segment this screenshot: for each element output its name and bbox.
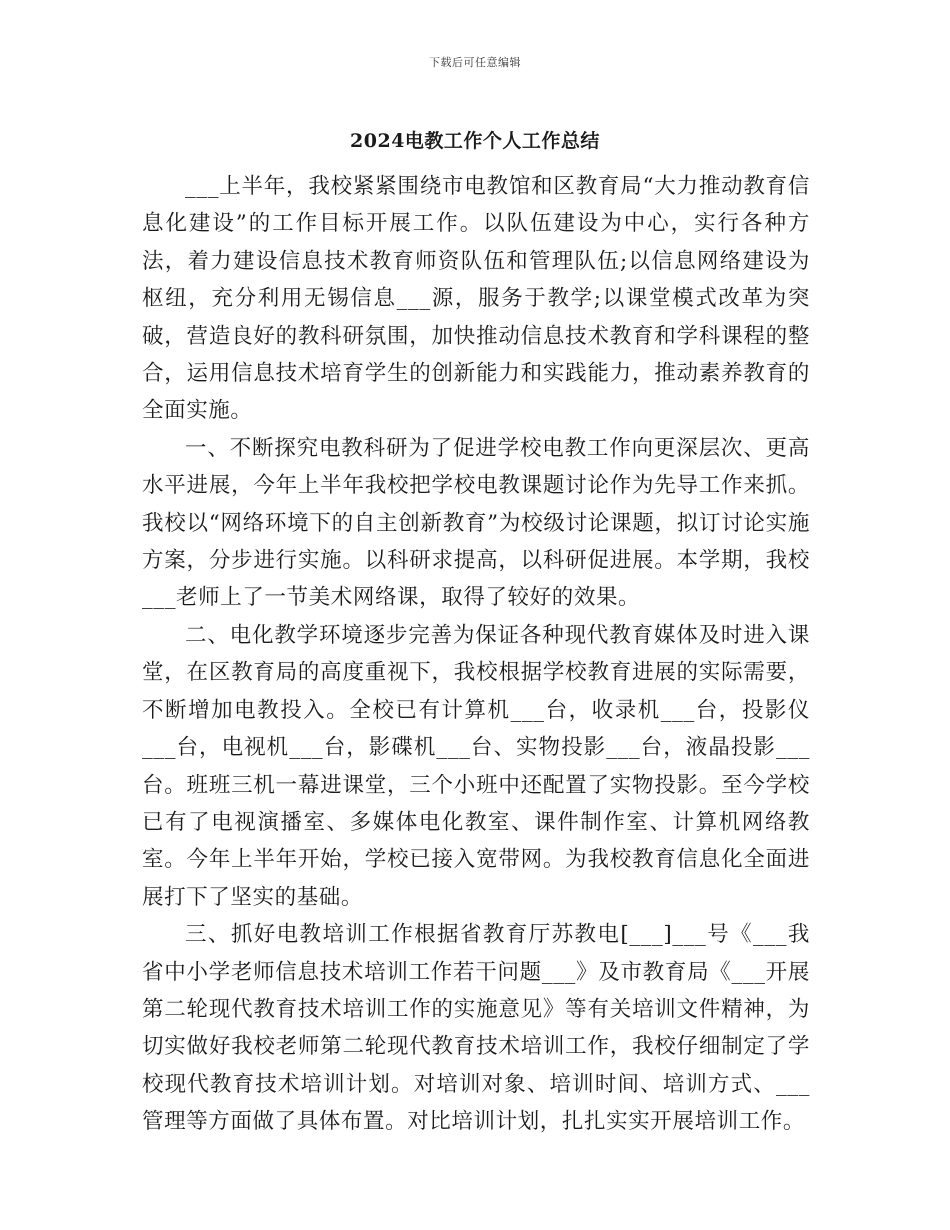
paragraph-section-1: 一、不断探究电教科研为了促进学校电教工作向更深层次、更高水平进展，今年上半年我校把学校电教课题讨论作为先导工作来抓。我校以“网络环境下的自主创新教育”为校级讨论课题，拟订讨论实施方案，分步进行实施。以科研求提高，以科研促进展。本学期，我校___老师上了一节美术网络课，取得了较好的效果。 [142,435,810,611]
paragraph-intro: ___上半年，我校紧紧围绕市电教馆和区教育局“大力推动教育信息化建设”的工作目标开展工作。以队伍建设为中心，实行各种方法，着力建设信息技术教育师资队伍和管理队伍;以信息网络建设为枢纽，充分利用无锡信息___源，服务于教学;以课堂模式改革为突破，营造良好的教科研氛围，加快推动信息技术教育和学科课程的整合，运用信息技术培育学生的创新能力和实践能力，推动素养教育的全面实施。 [142,174,810,424]
header-note: 下载后可任意编辑 [429,56,521,69]
paragraph-section-2: 二、电化教学环境逐步完善为保证各种现代教育媒体及时进入课堂，在区教育局的高度重视下，我校根据学校教育进展的实际需要，不断增加电教投入。全校已有计算机___台，收录机___台，投影仪___台，电视机___台，影碟机___台、实物投影___台，液晶投影___台。班班三机一幕进课堂，三个小班中还配置了实物投影。至今学校已有了电视演播室、多媒体电化教室、课件制作室、计算机网络教室。今年上半年开始，学校已接入宽带网。为我校教育信息化全面进展打下了坚实的基础。 [142,622,810,910]
paragraph-section-3: 三、抓好电教培训工作根据省教育厅苏教电[___]___号《___我省中小学老师信息技术培训工作若干问题___》及市教育局《___开展第二轮现代教育技术培训工作的实施意见》等有关培训文件精神，为切实做好我校老师第二轮现代教育技术培训工作，我校仔细制定了学校现代教育技术培训计划。对培训对象、培训时间、培训方式、___管理等方面做了具体布置。对比培训计划，扎扎实实开展培训工作。 [142,922,810,1135]
document-body [142,168,810,1141]
document-title: 2024电教工作个人工作总结 [350,130,600,152]
